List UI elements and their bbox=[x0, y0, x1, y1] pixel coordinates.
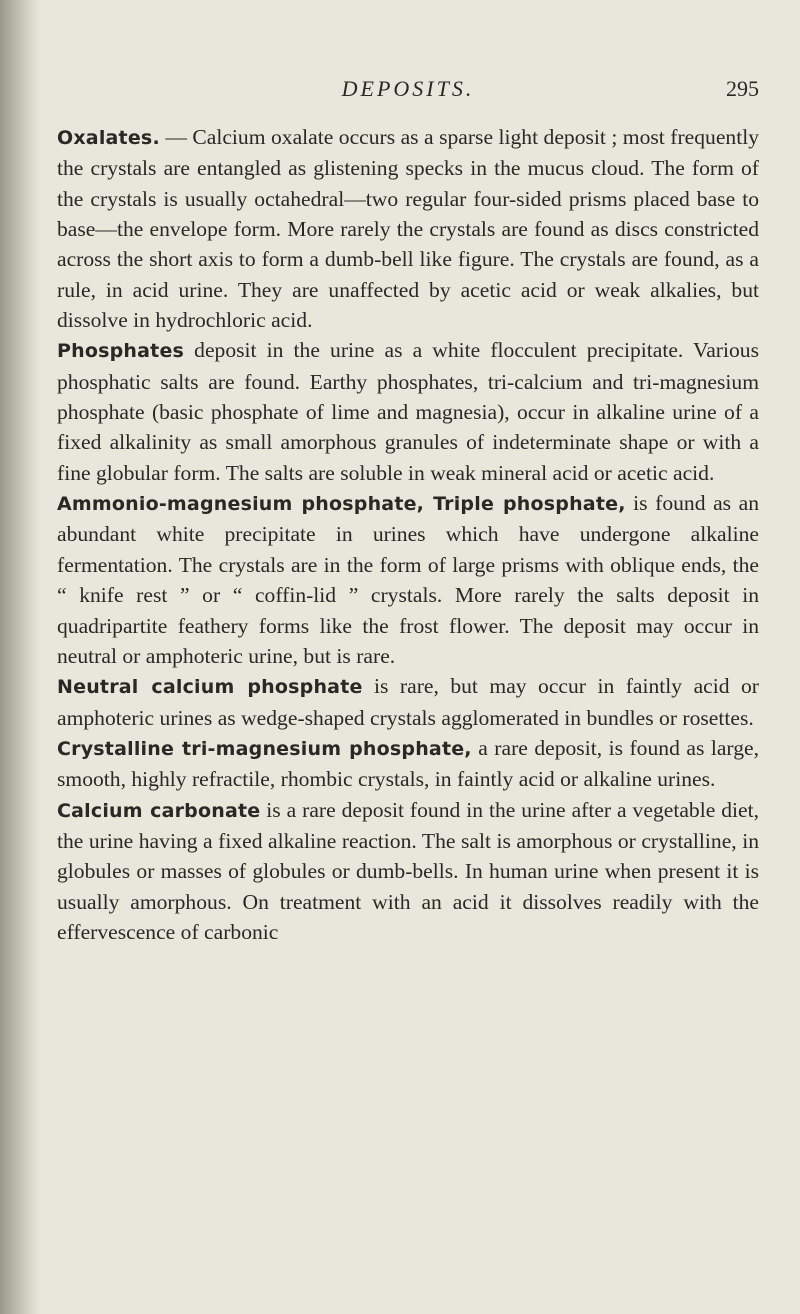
running-head bbox=[57, 72, 759, 102]
term-oxalates: Oxalates. bbox=[57, 127, 160, 149]
paragraph-text: is found as an abundant white precipitate in urines which have undergone alkaline fermentation. The crystals are in the form of large prisms with oblique ends, the “ knife rest ” or “ coffin-lid ” crystals. More rarely the salts deposit in quadripartite feathery forms like the frost flower. The deposit may occur in neutral or amphoteric urine, but is rare. bbox=[57, 491, 759, 668]
running-title: DEPOSITS. bbox=[341, 76, 475, 101]
term-calcium-carbonate: Calcium carbonate bbox=[57, 799, 261, 822]
term-triple-phosphate: Ammonio-magnesium phosphate, Triple phosphate, bbox=[57, 493, 626, 516]
paragraph-text: — Calcium oxalate occurs as a sparse light deposit ; most frequently the crystals are entangled as glistening specks in the mucus cloud. The form of the crystals is usually octahedral—two regular four-sided prisms placed base to base—the envelope form. More rarely the crystals are found as discs constricted across the short axis to form a dumb-bell like figure. The crystals are found, as a rule, in acid urine. They are unaffected by acetic acid or weak alkalies, but dissolve in hydrochloric acid. bbox=[57, 125, 759, 333]
paragraph-calcium-carbonate bbox=[57, 795, 759, 948]
paragraph-crystalline-tri-magnesium bbox=[57, 733, 759, 795]
paragraph-text: is a rare deposit found in the urine after a vegetable diet, the urine having a fixed alkaline reaction. The salt is amorphous or crystalline, in globules or masses of globules or dumb-bells. In human urine when present it is usually amorphous. On treatment with an acid it dissolves readily with the effervescence of carbonic bbox=[57, 797, 759, 944]
term-phosphates: Phosphates bbox=[57, 340, 185, 363]
body-text bbox=[57, 122, 759, 947]
term-crystalline-tri-magnesium: Crystalline tri-magnesium phosphate, bbox=[57, 737, 472, 760]
book-spine-shadow bbox=[0, 0, 40, 1314]
paragraph-text: is rare, but may occur in faintly acid or amphoteric urines as wedge-shaped crystals agglomerated in bundles or rosettes. bbox=[57, 674, 759, 730]
page-number: 295 bbox=[726, 76, 759, 101]
paragraph-text: deposit in the urine as a white flocculent precipitate. Various phosphatic salts are found. Earthy phosphates, tri-calcium and tri-magnesium phosphate (basic phosphate of lime and magnesia), occur in alkaline urine of a fixed alkalinity as small amorphous granules of indeterminate shape or with a fine globular form. The salts are soluble in weak mineral acid or acetic acid. bbox=[57, 338, 759, 485]
paragraph-phosphates bbox=[57, 335, 759, 488]
term-neutral-calcium-phosphate: Neutral calcium phosphate bbox=[57, 676, 363, 699]
book-page bbox=[57, 72, 759, 947]
paragraph-text: a rare deposit, is found as large, smooth, highly refractile, rhombic crystals, in faintly acid or alkaline urines. bbox=[57, 735, 759, 792]
paragraph-neutral-calcium-phosphate bbox=[57, 671, 759, 733]
paragraph-oxalates bbox=[57, 122, 759, 335]
paragraph-triple-phosphate bbox=[57, 488, 759, 671]
